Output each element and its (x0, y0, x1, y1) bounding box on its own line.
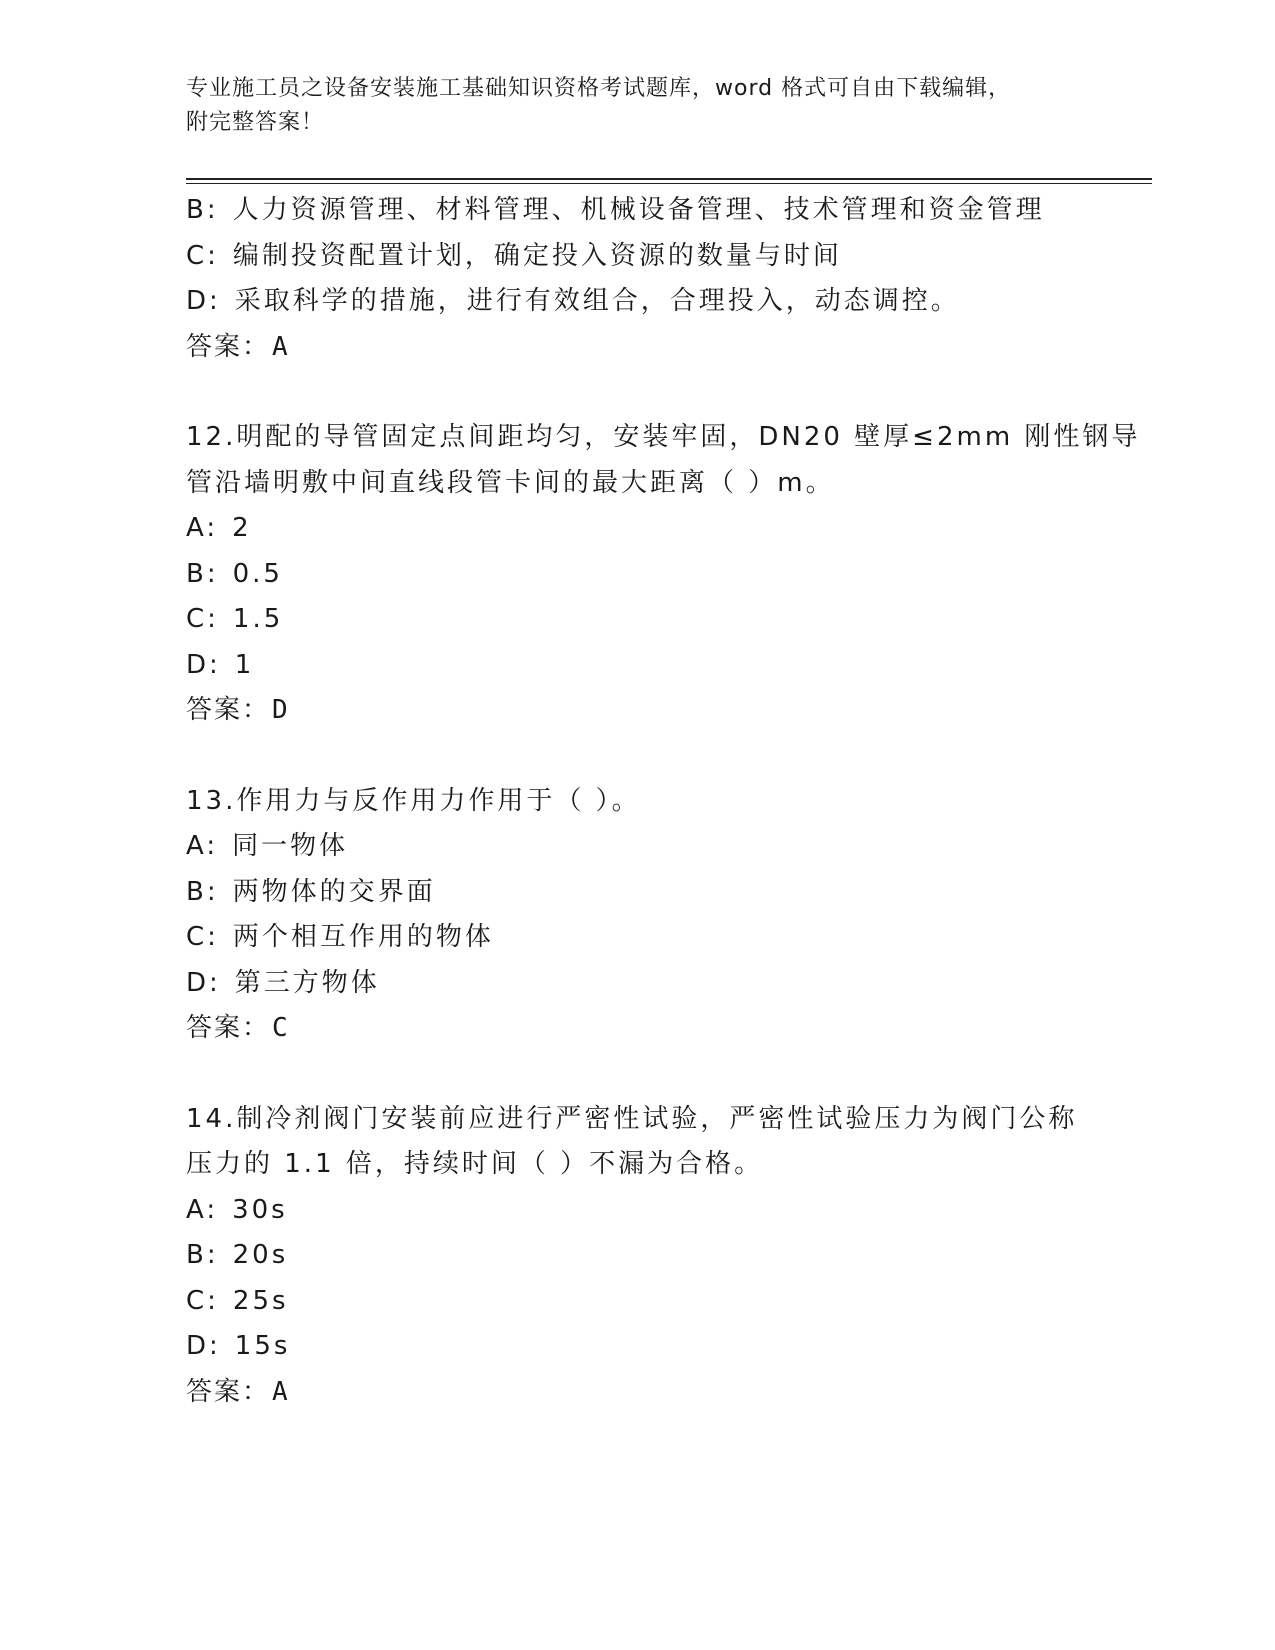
option-label: D: (186, 649, 221, 680)
option-d (186, 279, 1086, 325)
option-c (186, 915, 1086, 961)
answer-label: 答案： (186, 1376, 271, 1407)
question-text-line-2: 压力的 1.1 倍，持续时间（ ）不漏为合格。 (186, 1149, 764, 1179)
option-text: 人力资源管理、材料管理、机械设备管理、技术管理和资金管理 (232, 195, 1045, 225)
option-label: C: (186, 604, 219, 634)
option-text: 两个相互作用的物体 (232, 922, 494, 952)
answer-value: D (272, 695, 290, 725)
option-c (186, 597, 1086, 643)
option-label: C: (186, 922, 219, 952)
answer-label: 答案： (186, 1013, 271, 1043)
option-text: 25s (232, 1285, 289, 1316)
header-rule-thin (186, 183, 1152, 184)
option-label: A: (186, 831, 219, 861)
option-label: C: (186, 240, 219, 271)
header-rule-thick (186, 178, 1152, 180)
option-text: 同一物体 (232, 831, 349, 861)
question-14 (186, 1097, 1086, 1416)
question-list (186, 188, 1141, 1415)
question-11-continued (186, 188, 1086, 370)
option-b (186, 552, 1086, 598)
option-text: 采取科学的措施，进行有效组合，合理投入，动态调控。 (234, 286, 960, 316)
option-b (186, 1233, 1086, 1279)
option-label: D: (186, 967, 221, 998)
question-text-line-2: 管沿墙明敷中间直线段管卡间的最大距离（ ）m。 (186, 467, 835, 498)
option-a (186, 506, 1086, 552)
option-text: 30s (232, 1194, 288, 1225)
option-c (186, 1279, 1086, 1325)
option-label: B: (186, 558, 219, 589)
question-13 (186, 779, 1086, 1052)
document-header (186, 72, 1086, 140)
option-d (186, 1324, 1086, 1370)
option-label: B: (186, 1240, 219, 1270)
answer-label: 答案： (186, 695, 271, 725)
option-text: 第三方物体 (234, 967, 380, 998)
question-text-line-1: 13.作用力与反作用力作用于（ ）。 (186, 785, 641, 816)
option-d (186, 643, 1086, 689)
option-text: 2 (232, 513, 252, 543)
option-label: A: (186, 513, 219, 543)
option-a (186, 824, 1086, 870)
question-text-line-1: 12.明配的导管固定点间距均匀，安装牢固，DN20 壁厚≤2mm 刚性钢导 (186, 422, 1141, 452)
option-b (186, 870, 1086, 916)
option-c (186, 234, 1086, 280)
answer (186, 1370, 1086, 1416)
header-line-2: 附完整答案！ (186, 110, 325, 135)
question-12 (186, 415, 1141, 734)
option-a (186, 1188, 1086, 1234)
option-text: 1 (234, 649, 255, 680)
option-text: 两物体的交界面 (232, 876, 436, 907)
answer-value: A (272, 331, 290, 362)
option-text: 1.5 (232, 604, 284, 634)
option-label: D: (186, 1331, 221, 1361)
option-b (186, 188, 1086, 234)
option-text: 0.5 (232, 558, 283, 589)
option-label: B: (186, 195, 219, 225)
header-line-1: 专业施工员之设备安装施工基础知识资格考试题库，word 格式可自由下载编辑， (186, 76, 1012, 101)
question-text-line-1: 14.制冷剂阀门安装前应进行严密性试验，严密性试验压力为阀门公称 (186, 1103, 1078, 1134)
option-label: B: (186, 876, 219, 907)
option-label: A: (186, 1194, 219, 1225)
option-text: 15s (234, 1331, 291, 1361)
option-text: 20s (232, 1240, 289, 1270)
option-d (186, 961, 1086, 1007)
option-text: 编制投资配置计划，确定投入资源的数量与时间 (232, 240, 842, 271)
answer-value: A (272, 1376, 290, 1407)
answer-value: C (272, 1013, 290, 1043)
answer (186, 688, 1086, 734)
answer (186, 325, 1086, 371)
option-label: D: (186, 286, 221, 316)
answer (186, 1006, 1086, 1052)
option-label: C: (186, 1285, 219, 1316)
answer-label: 答案： (186, 331, 271, 362)
